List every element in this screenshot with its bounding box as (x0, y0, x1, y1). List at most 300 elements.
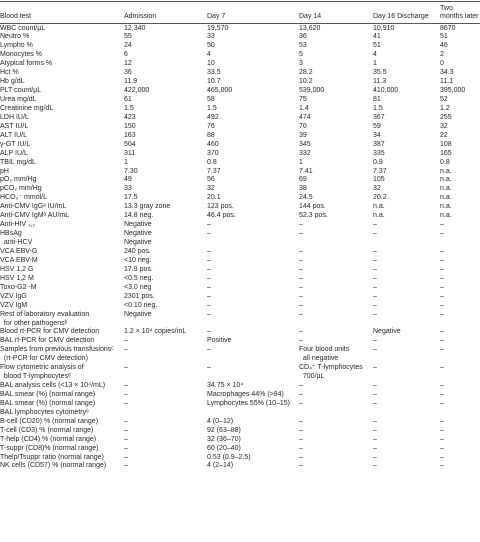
table-cell: – (207, 265, 211, 273)
table-row (0, 274, 480, 283)
table-cell: – (440, 444, 444, 452)
table-cell: n.a. (440, 176, 452, 184)
table-cell: – (373, 435, 377, 443)
table-cell: – (440, 221, 444, 229)
table-cell: 7.37 (373, 167, 387, 175)
table-cell: – (373, 453, 377, 461)
table-cell: Hct % (0, 69, 19, 77)
table-cell: Negative (373, 328, 401, 336)
table-cell: – (373, 444, 377, 452)
table-cell: 51 (440, 33, 448, 41)
table-cell: – (299, 247, 303, 255)
table-cell: 410,000 (373, 87, 399, 95)
table-row (0, 301, 480, 310)
table-row (0, 435, 480, 444)
table-cell: 1.5 (373, 104, 383, 112)
table-cell: 70 (299, 122, 307, 130)
table-cell: Four blood units all negative (299, 346, 350, 363)
table-row (0, 426, 480, 435)
table-cell: 1 (299, 158, 303, 166)
table-cell: anti-HCV (0, 239, 33, 246)
table-cell: – (440, 382, 444, 390)
table-row (0, 113, 480, 122)
table-cell: NK cells (CD57) % (normal range) (0, 462, 107, 470)
table-cell: 32 (373, 185, 381, 193)
table-cell: 332 (299, 149, 311, 157)
table-cell: 49 (124, 176, 132, 184)
table-cell: 50 (207, 42, 215, 50)
table-cell: 56 (207, 176, 215, 184)
table-cell: – (207, 364, 211, 372)
table-cell: – (299, 310, 303, 318)
table-cell: – (440, 390, 444, 398)
table-cell: – (440, 292, 444, 300)
table-cell: 32 (36–70) (207, 435, 241, 443)
table-cell: <0.5 neg. (124, 274, 154, 282)
table-cell: LDH IU/L (0, 113, 29, 121)
table-cell: 11.3 (373, 78, 387, 86)
table-cell: – (124, 346, 128, 354)
header-day-16-discharge: Day 16 Discharge (373, 13, 429, 20)
table-cell: 2301 pos. (124, 292, 155, 300)
table-row (0, 238, 480, 247)
table-cell: 492 (207, 113, 219, 121)
table-cell: – (299, 283, 303, 291)
table-cell: BAL lymphocytes cytometryᵉ (0, 408, 89, 416)
table-cell: 1 (373, 60, 377, 68)
table-cell: 474 (299, 113, 311, 121)
table-cell: – (207, 310, 211, 318)
table-cell: 34.75 × 10⁴ (207, 382, 244, 390)
table-row (0, 336, 480, 345)
table-cell: 4 (0–12) (207, 417, 234, 425)
table-cell: 22 (440, 131, 448, 139)
table-cell: 0.8 (440, 158, 450, 166)
table-row (0, 211, 480, 220)
table-cell: Negative (124, 310, 152, 318)
table-cell: 105 (373, 176, 385, 184)
table-cell: 12 (124, 60, 132, 68)
table-row (0, 202, 480, 211)
table-cell: CD₄⁺ T-lymphocytes 700/μL (299, 364, 363, 381)
table-cell: γ-GT IU/L (0, 140, 31, 148)
table-cell: 13.3 gray zone (124, 203, 171, 211)
table-cell: 39 (299, 131, 307, 139)
table-cell: 10.7 (207, 78, 221, 86)
table-cell: 41 (373, 33, 381, 41)
table-cell: – (440, 301, 444, 309)
table-row (0, 444, 480, 453)
table-cell: 10.2 (299, 78, 313, 86)
table-cell: 5 (299, 51, 303, 59)
table-cell: 8670 (440, 24, 456, 32)
table-cell: – (124, 417, 128, 425)
table-cell: n.a. (440, 203, 452, 211)
table-row (0, 104, 480, 113)
table-cell: 59 (373, 122, 381, 130)
table-cell: – (373, 417, 377, 425)
table-cell: 387 (373, 140, 385, 148)
table-cell: – (373, 346, 377, 354)
table-cell: – (440, 346, 444, 354)
table-row (0, 77, 480, 86)
table-cell: 0.8 (207, 158, 217, 166)
table-cell: – (207, 301, 211, 309)
table-cell: Blood rt-PCR for CMV detection (0, 328, 100, 336)
table-cell: 10 (207, 60, 215, 68)
table-cell: 51 (373, 42, 381, 50)
table-cell: 24 (124, 42, 132, 50)
header-blood-test: Blood test (0, 13, 32, 20)
table-cell: – (299, 435, 303, 443)
table-cell: 20.1 (207, 194, 221, 202)
table-cell: 0.53 (0.9–2.5) (207, 453, 251, 461)
table-cell: 46.4 pos. (207, 212, 236, 220)
table-cell: – (440, 328, 444, 336)
table-cell: HSV 1,2 G (0, 265, 34, 273)
table-cell: 13,620 (299, 24, 321, 32)
table-cell: – (299, 328, 303, 336)
table-cell: – (440, 256, 444, 264)
table-cell: – (124, 462, 128, 470)
table-cell: 1.4 (299, 104, 309, 112)
table-cell: – (299, 444, 303, 452)
table-cell: 1 (124, 158, 128, 166)
table-cell: – (373, 390, 377, 398)
table-cell: – (440, 435, 444, 443)
table-header (0, 0, 480, 22)
table-cell: 33 (207, 33, 215, 41)
table-cell: 35.5 (373, 69, 387, 77)
table-row (0, 24, 480, 33)
table-cell: 24.5 (299, 194, 313, 202)
table-cell: 144 pos. (299, 203, 326, 211)
table-cell: – (373, 310, 377, 318)
table-cell: 69 (299, 176, 307, 184)
table-cell: – (124, 426, 128, 434)
table-row (0, 381, 480, 390)
table-row (0, 167, 480, 176)
table-cell: – (373, 274, 377, 282)
table-cell: Negative (124, 230, 152, 238)
table-cell: n.a. (440, 167, 452, 175)
table-cell: Anti-HIV ₁,₂ (0, 221, 36, 229)
table-cell: – (373, 301, 377, 309)
table-cell: – (440, 230, 444, 238)
table-cell: BAL smear (%) (normal range) (0, 390, 96, 398)
table-cell: 52.3 pos. (299, 212, 328, 220)
table-cell: – (207, 283, 211, 291)
table-cell: Atypical forms % (0, 60, 53, 68)
table-cell: – (124, 444, 128, 452)
table-cell: Anti-CMV IgGᵃ IU/mL (0, 203, 67, 211)
table-cell: 17.9 pos. (124, 265, 153, 273)
table-cell: Thelp/Tsuppr ratio (normal range) (0, 453, 104, 461)
table-cell: 4 (373, 51, 377, 59)
table-cell: 465,000 (207, 87, 233, 95)
table-cell: 7.37 (207, 167, 221, 175)
table-row (0, 193, 480, 202)
table-cell: 1.5 (124, 104, 134, 112)
table-cell: Macrophages 44% (>84) (207, 390, 284, 398)
table-cell: VCA EBV-G (0, 247, 38, 255)
table-cell: 12,340 (124, 24, 146, 32)
table-cell: 33.5 (207, 69, 221, 77)
table-cell: ALP IU/L (0, 149, 28, 157)
table-cell: – (373, 364, 377, 372)
table-cell: – (440, 283, 444, 291)
table-cell: – (299, 417, 303, 425)
table-cell: 36 (124, 69, 132, 77)
table-row (0, 461, 480, 470)
table-cell: – (299, 274, 303, 282)
table-cell: <10 neg. (124, 256, 152, 264)
table-cell: 255 (440, 113, 452, 121)
table-cell: – (299, 382, 303, 390)
table-cell: 58 (207, 96, 215, 103)
table-cell: 55 (124, 33, 132, 41)
table-row (0, 175, 480, 184)
table-cell: 370 (207, 149, 219, 157)
table-cell: – (299, 390, 303, 398)
table-cell: 1.2 (440, 104, 450, 112)
table-cell: – (207, 328, 211, 336)
table-cell: TBIL mg/dL (0, 158, 36, 166)
table-cell: 422,000 (124, 87, 150, 95)
table-cell: – (299, 462, 303, 470)
table-cell: – (299, 292, 303, 300)
table-cell: 11.1 (440, 78, 454, 86)
table-row (0, 32, 480, 41)
table-cell: – (373, 462, 377, 470)
table-cell: – (373, 256, 377, 264)
table-cell: 38 (299, 185, 307, 193)
table-cell: 460 (207, 140, 219, 148)
table-cell: 10,910 (373, 24, 395, 32)
table-cell: – (124, 399, 128, 407)
table-cell: – (124, 382, 128, 390)
table-cell: Lympho % (0, 42, 33, 50)
table-cell: 7.41 (299, 167, 313, 175)
table-cell: – (440, 274, 444, 282)
table-cell: – (207, 256, 211, 264)
table-cell: – (373, 221, 377, 229)
table-cell: – (440, 337, 444, 345)
table-cell: – (440, 399, 444, 407)
table-cell: PLT count/μL (0, 87, 42, 95)
table-cell: – (373, 426, 377, 434)
table-cell: – (124, 364, 128, 372)
table-cell: 0 (440, 60, 444, 68)
table-cell: 165 (440, 149, 452, 157)
table-row (0, 408, 480, 417)
table-cell: – (299, 453, 303, 461)
header-day-14: Day 14 (299, 13, 322, 20)
table-cell: 3 (299, 60, 303, 68)
table-row (0, 95, 480, 104)
table-cell: T-cell (CD3) % (normal range) (0, 426, 94, 434)
table-cell: Negative (124, 239, 152, 246)
table-row (0, 59, 480, 68)
table-cell: – (124, 337, 128, 345)
table-cell: pO₂ mm/Hg (0, 176, 37, 184)
table-cell: Neutro % (0, 33, 30, 41)
table-cell: 1.2 × 10⁴ copies/mL (124, 328, 187, 336)
table-cell: VCA EBV-M (0, 256, 38, 264)
header-admission: Admission (124, 13, 157, 20)
table-cell: n.a. (440, 212, 452, 220)
table-cell: AST IU/L (0, 122, 29, 130)
table-cell: 367 (373, 113, 385, 121)
table-cell: 19,570 (207, 24, 229, 32)
table-cell: – (373, 247, 377, 255)
table-row (0, 417, 480, 426)
table-cell: Rest of laboratory evaluation for other pathogensᵇ (0, 310, 90, 327)
table-cell: 423 (124, 113, 136, 121)
table-cell: – (299, 221, 303, 229)
table-cell: VZV IgG (0, 292, 27, 300)
table-cell: T-help (CD4) % (normal range) (0, 435, 97, 443)
table-cell: T-suppr (CD8)% (normal range) (0, 444, 99, 452)
table-row (0, 86, 480, 95)
table-cell: 0.9 (373, 158, 383, 166)
table-row (0, 50, 480, 59)
table-cell: – (207, 274, 211, 282)
table-cell: 11.9 (124, 78, 138, 86)
table-cell: WBC count/μL (0, 24, 46, 32)
table-cell: n.a. (373, 203, 385, 211)
table-cell: – (373, 292, 377, 300)
table-cell: – (207, 221, 211, 229)
table-cell: – (299, 230, 303, 238)
table-row (0, 310, 480, 328)
table-cell: – (299, 256, 303, 264)
table-cell: 4 (207, 51, 211, 59)
table-cell: 36 (299, 33, 307, 41)
table-row (0, 399, 480, 408)
table-cell: – (440, 453, 444, 461)
table-cell: HSV 1,2 M (0, 274, 34, 282)
header-day-7: Day 7 (207, 13, 226, 20)
table-cell: 1.5 (207, 104, 217, 112)
table-row (0, 265, 480, 274)
table-cell: Negative (124, 221, 152, 229)
table-cell: 6 (124, 51, 128, 59)
table-cell: 123 pos. (207, 203, 234, 211)
table-cell: – (440, 247, 444, 255)
table-row (0, 184, 480, 193)
table-cell: 61 (124, 96, 132, 103)
table-row (0, 345, 480, 363)
table-cell: 7.30 (124, 167, 138, 175)
table-cell: 2 (440, 51, 444, 59)
table-cell: – (124, 390, 128, 398)
table-cell: 345 (299, 140, 311, 148)
table-row (0, 220, 480, 229)
table-row (0, 363, 480, 381)
table-cell: – (299, 399, 303, 407)
table-cell: 504 (124, 140, 136, 148)
table-cell: 75 (299, 96, 307, 103)
table-cell: – (207, 247, 211, 255)
table-cell: Creatinine mg/dL (0, 104, 54, 112)
table-cell: – (373, 283, 377, 291)
table-cell: Urea mg/dL (0, 96, 37, 103)
table-cell: ALT IU/L (0, 131, 27, 139)
table-cell: n.a. (440, 194, 452, 202)
table-cell: 4 (2–14) (207, 462, 234, 470)
table-cell: – (299, 265, 303, 273)
table-cell: – (373, 230, 377, 238)
table-cell: BAL rt-PCR for CMV detection (0, 337, 95, 345)
table-cell: Anti-CMV IgMᵃ AU/mL (0, 212, 70, 220)
table-cell: pH (0, 167, 9, 175)
table-cell: HCO₃⁻ mmol/L (0, 194, 47, 202)
table-cell: 240 pos. (124, 247, 151, 255)
table-cell: – (299, 337, 303, 345)
table-row (0, 131, 480, 140)
table-cell: 395,000 (440, 87, 466, 95)
table-row (0, 292, 480, 301)
table-cell: 20.2 (373, 194, 387, 202)
table-cell: 311 (124, 149, 136, 157)
table-row (0, 158, 480, 167)
table-cell: <0.10 neg. (124, 301, 158, 309)
table-cell: 46 (440, 42, 448, 50)
table-cell: 60 (20–40) (207, 444, 241, 452)
table-cell: 150 (124, 122, 136, 130)
table-row (0, 122, 480, 131)
table-cell: VZV IgM (0, 301, 28, 309)
table-body (0, 24, 480, 471)
table-cell: BAL smear (%) (normal range) (0, 399, 96, 407)
table-cell: – (440, 462, 444, 470)
table-cell: pCO₂ mm/Hg (0, 185, 42, 193)
table-cell: – (373, 382, 377, 390)
table-cell: – (440, 310, 444, 318)
table-cell: 163 (124, 131, 136, 139)
table-row (0, 247, 480, 256)
table-cell: 34 (373, 131, 381, 139)
table-cell: 32 (440, 122, 448, 130)
table-cell: Lymphocytes 55% (10–15) (207, 399, 291, 407)
table-row (0, 283, 480, 292)
table-cell: HBsAg (0, 230, 22, 238)
table-cell: n.a. (440, 185, 452, 193)
table-cell: – (373, 399, 377, 407)
table-cell: – (299, 426, 303, 434)
table-cell: 34.3 (440, 69, 454, 77)
table-cell: 17.5 (124, 194, 138, 202)
table-cell: Positive (207, 337, 232, 345)
table-cell: – (440, 265, 444, 273)
table-cell: 539,000 (299, 87, 325, 95)
table-cell: – (207, 230, 211, 238)
table-cell: Toxo-G2 -M (0, 283, 37, 291)
table-cell: B-cell (CD20) % (normal range) (0, 417, 99, 425)
table-cell: 335 (373, 149, 385, 157)
table-cell: 33 (124, 185, 132, 193)
table-cell: – (440, 426, 444, 434)
table-cell: – (440, 364, 444, 372)
table-cell: – (440, 417, 444, 425)
table-row (0, 140, 480, 149)
table-cell: 88 (207, 131, 215, 139)
table-row (0, 149, 480, 158)
table-cell: – (373, 265, 377, 273)
table-row (0, 68, 480, 77)
table-cell: Samples from previous transfusionsᶜ (rt-PCR for CMV detection) (0, 346, 114, 363)
